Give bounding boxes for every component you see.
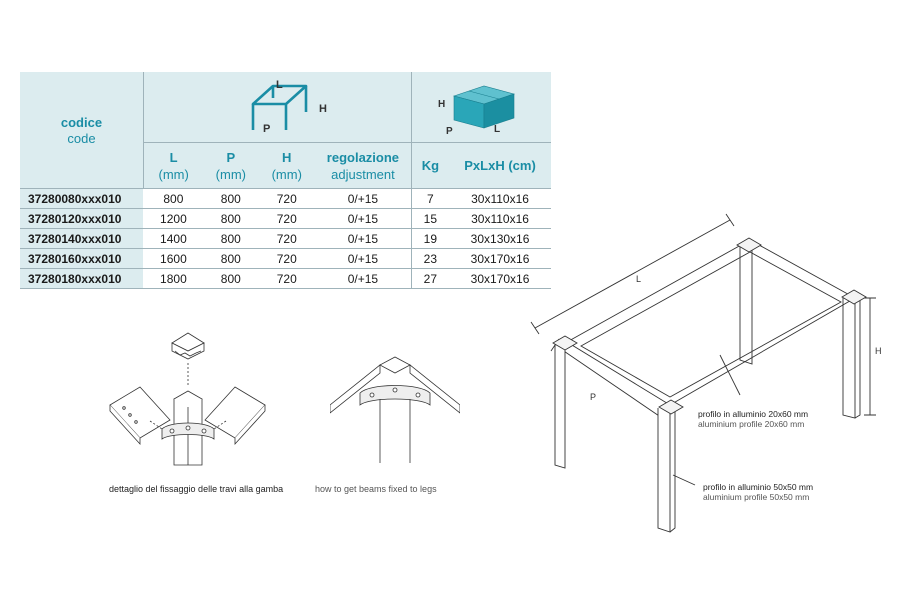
row-kg: 23 (411, 249, 449, 269)
row-code: 37280140xxx010 (20, 229, 143, 249)
spec-table (20, 72, 551, 289)
frame-icon (239, 78, 359, 138)
row-adjustment: 0/+15 (315, 229, 411, 249)
dimension-h-label: H (875, 346, 882, 356)
box-icon-p: P (445, 126, 453, 137)
row-p: 800 (203, 189, 258, 209)
row-h: 720 (258, 229, 315, 249)
table-row (20, 269, 551, 289)
table-row (20, 209, 551, 229)
code-label-en: code (67, 130, 96, 146)
row-adjustment: 0/+15 (315, 249, 411, 269)
row-h: 720 (258, 269, 315, 289)
row-package-dims: 30x170x16 (449, 249, 551, 269)
row-code: 37280080xxx010 (20, 189, 143, 209)
table-row (20, 229, 551, 249)
box-icon-l: L (493, 124, 500, 135)
row-code: 37280120xxx010 (20, 209, 143, 229)
row-l: 1800 (143, 269, 203, 289)
col-header-l: L (mm) (143, 143, 203, 189)
dimension-l-label: L (636, 274, 642, 284)
frame-icon-p: P (262, 123, 271, 135)
dimension-p-label: P (590, 392, 597, 402)
row-package-dims: 30x110x16 (449, 209, 551, 229)
row-package-dims: 30x170x16 (449, 269, 551, 289)
col-header-package-dims: PxLxH (cm) (449, 143, 551, 189)
code-header (20, 72, 143, 189)
beam-profile-en: aluminium profile 20x60 mm (698, 419, 805, 429)
leg-profile-en: aluminium profile 50x50 mm (703, 492, 810, 502)
row-kg: 19 (411, 229, 449, 249)
col-header-p: P (mm) (203, 143, 258, 189)
row-package-dims: 30x110x16 (449, 189, 551, 209)
row-l: 800 (143, 189, 203, 209)
leg-profile-callout (703, 482, 813, 502)
box-icon-h: H (437, 99, 445, 110)
table-row (20, 189, 551, 209)
leg-profile-it: profilo in alluminio 50x50 mm (703, 482, 814, 492)
beam-profile-callout (698, 409, 808, 429)
code-label: codice (60, 114, 103, 130)
frame-icon-h: H (318, 103, 327, 115)
row-p: 800 (203, 229, 258, 249)
row-p: 800 (203, 209, 258, 229)
row-l: 1600 (143, 249, 203, 269)
beam-profile-it: profilo in alluminio 20x60 mm (698, 409, 809, 419)
assembled-joint-drawing (330, 355, 460, 465)
row-kg: 15 (411, 209, 449, 229)
box-icon-cell (411, 72, 551, 143)
col-header-h: H (mm) (258, 143, 315, 189)
col-header-adjustment: regolazione adjustment (315, 143, 411, 189)
row-adjustment: 0/+15 (315, 209, 411, 229)
row-p: 800 (203, 249, 258, 269)
row-adjustment: 0/+15 (315, 269, 411, 289)
row-l: 1400 (143, 229, 203, 249)
row-h: 720 (258, 249, 315, 269)
row-kg: 7 (411, 189, 449, 209)
row-code: 37280160xxx010 (20, 249, 143, 269)
row-package-dims: 30x130x16 (449, 229, 551, 249)
detail-caption-it: dettaglio del fissaggio delle travi alla gamba (109, 484, 284, 494)
row-adjustment: 0/+15 (315, 189, 411, 209)
row-p: 800 (203, 269, 258, 289)
frame-icon-cell (143, 72, 411, 143)
package-box-icon (434, 76, 534, 140)
col-header-kg: Kg (411, 143, 449, 189)
exploded-joint-drawing (100, 325, 280, 475)
frame-icon-l: L (275, 79, 283, 91)
row-h: 720 (258, 189, 315, 209)
row-l: 1200 (143, 209, 203, 229)
row-kg: 27 (411, 269, 449, 289)
detail-caption-en: how to get beams fixed to legs (315, 484, 437, 494)
row-h: 720 (258, 209, 315, 229)
row-code: 37280180xxx010 (20, 269, 143, 289)
table-row (20, 249, 551, 269)
